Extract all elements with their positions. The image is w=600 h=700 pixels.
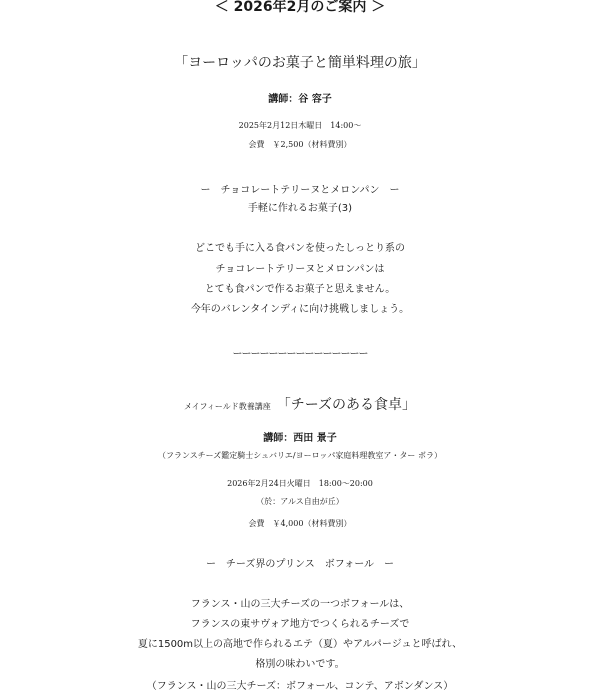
event2-theme: ー チーズ界のプリンス ボフォール ー xyxy=(205,559,395,570)
event2-credentials: （フランスチーズ鑑定騎士シュバリエ/ヨーロッパ家庭料理教室ア・ター ボラ） xyxy=(158,451,442,460)
event1-instructor: 講師：谷 容子 xyxy=(268,94,332,105)
event2-datetime: 2026年2月24日火曜日 18:00～20:00 xyxy=(227,479,373,488)
event2-description-line: フランスの東サヴォア地方でつくられるチーズで xyxy=(190,619,410,630)
event2-description-line: フランス・山の三大チーズの一つボフォールは、 xyxy=(190,599,410,610)
event1-fee: 会費 ￥2,500（材料費別） xyxy=(248,140,352,149)
event2-series: メイフィールド教養講座 xyxy=(183,402,271,411)
event2-description-line: （フランス・山の三大チーズ：ボフォール、コンテ、アボンダンス） xyxy=(146,681,454,692)
event1-datetime: 2025年2月12日木曜日 14:00～ xyxy=(238,121,362,130)
event2-venue: （於：アルス自由が丘） xyxy=(256,497,344,506)
event1-title: 「ヨーロッパのお菓子と簡単料理の旅」 xyxy=(174,55,426,71)
section-divider: ーーーーーーーーーーーーーーー xyxy=(232,349,368,360)
event2-instructor: 講師：西田 景子 xyxy=(263,433,337,444)
event1-theme: ー チョコレートテリーヌとメロンパン ー xyxy=(200,185,400,196)
event2-title: 「チーズのある食卓」 xyxy=(276,397,417,413)
event1-description-line: チョコレートテリーヌとメロンパンは xyxy=(215,264,385,275)
event2-header xyxy=(0,396,600,412)
event2-fee: 会費 ￥4,000（材料費別） xyxy=(248,519,352,528)
event1-theme-sub: 手軽に作れるお菓子(3) xyxy=(247,203,353,214)
event1-description-line: どこでも手に入る食パンを使ったしっとり系の xyxy=(195,243,405,254)
event2-description-line: 夏に1500m以上の高地で作られるエテ（夏）やアルパージュと呼ばれ、 xyxy=(137,639,463,650)
month-heading: ＜ 2026年2月のご案内 ＞ xyxy=(214,0,386,15)
event2-description-line: 格別の味わいです。 xyxy=(255,659,345,670)
event1-description-line: 今年のバレンタインディに向け挑戦しましょう。 xyxy=(190,304,410,315)
event1-description-line: とても食パンで作るお菓子と思えません。 xyxy=(204,284,396,295)
